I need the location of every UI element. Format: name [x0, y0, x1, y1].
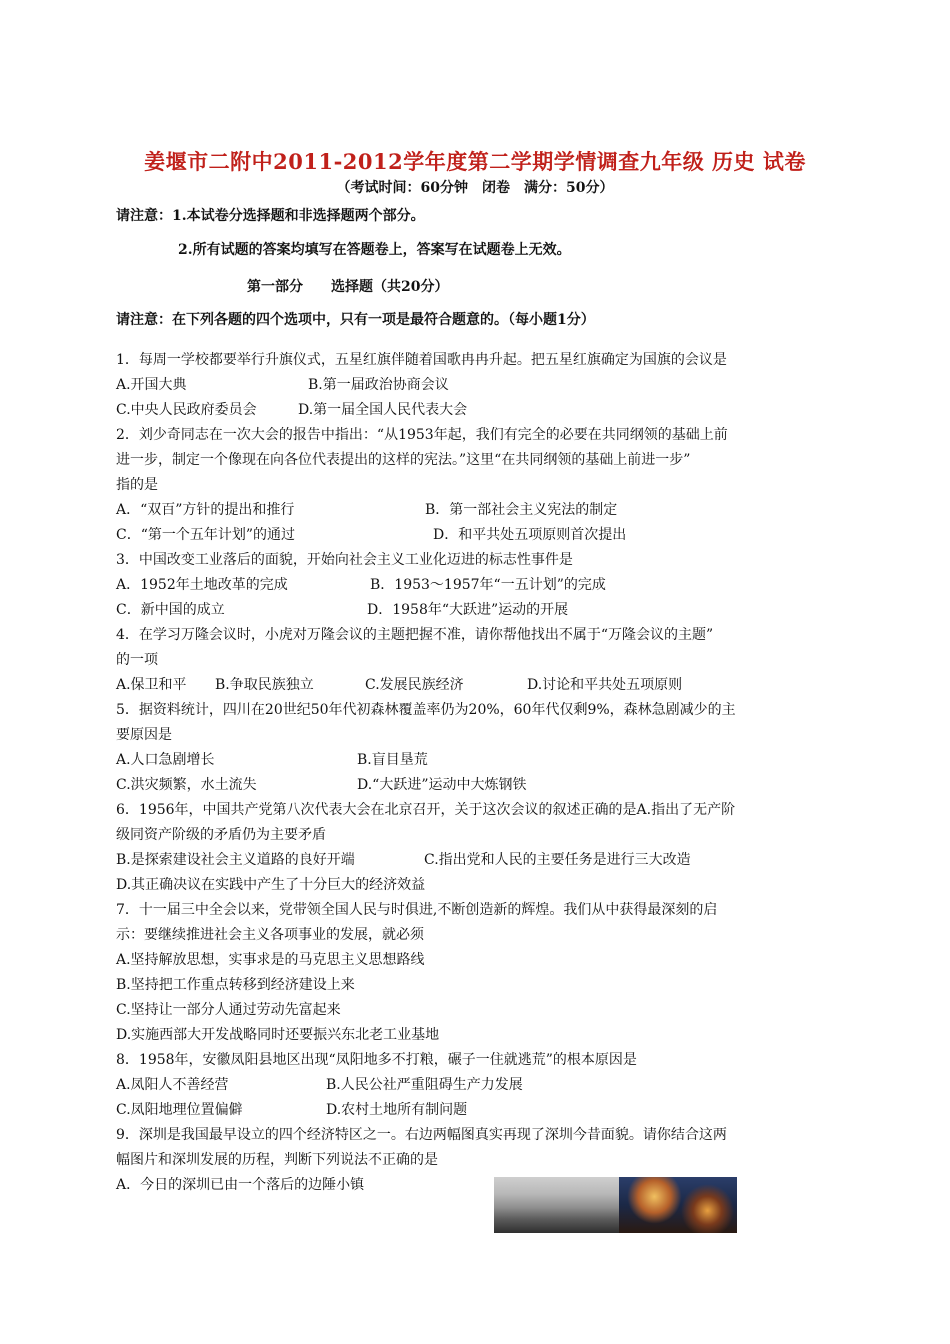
exam-title: 姜堰市二附中2011-2012学年度第二学期学情调查九年级 历史 试卷 [144, 149, 806, 174]
q7-option-b: B.坚持把工作重点转移到经济建设上来 [116, 977, 355, 993]
q7-stem-1: 7．十一届三中全会以来，党带领全国人民与时俱进,不断创造新的辉煌。我们从中获得最深刻的启 [116, 902, 718, 918]
q3-option-d: D．1958年“大跃进”运动的开展 [367, 602, 569, 618]
q2-option-b: B．第一部社会主义宪法的制定 [425, 502, 618, 518]
q3-option-c: C．新中国的成立 [116, 602, 225, 618]
q5-option-c: C.洪灾频繁，水土流失 [116, 777, 257, 793]
q9-option-a: A．今日的深圳已由一个落后的边陲小镇 [116, 1177, 365, 1193]
q5-stem-2: 要原因是 [116, 727, 172, 743]
shenzhen-new-photo [619, 1177, 737, 1233]
q7-option-c: C.坚持让一部分人通过劳动先富起来 [116, 1002, 341, 1018]
q4-option-c: C.发展民族经济 [365, 677, 464, 693]
q5-option-a: A.人口急剧增长 [116, 752, 215, 768]
q4-option-a: A.保卫和平 [116, 677, 187, 693]
q9-stem-1: 9．深圳是我国最早设立的四个经济特区之一。右边两幅图真实再现了深圳今昔面貌。请你结合这两 [116, 1127, 727, 1143]
q1-option-c: C.中央人民政府委员会 [116, 402, 257, 418]
q6-option-b: B.是探索建设社会主义道路的良好开端 [116, 852, 355, 868]
section-heading: 第一部分 选择题（共20分） [247, 279, 449, 295]
q8-option-a: A.凤阳人不善经营 [116, 1077, 229, 1093]
q2-option-c: C．“第一个五年计划”的通过 [116, 527, 296, 543]
q1-option-b: B.第一届政治协商会议 [308, 377, 449, 393]
q4-option-b: B.争取民族独立 [215, 677, 314, 693]
q7-stem-2: 示：要继续推进社会主义各项事业的发展，就必须 [116, 927, 424, 943]
exam-subtitle: （考试时间：60分钟 闭卷 满分：50分） [336, 180, 614, 196]
q7-option-d: D.实施西部大开发战略同时还要振兴东北老工业基地 [116, 1027, 440, 1043]
q6-stem-1: 6．1956年，中国共产党第八次代表大会在北京召开，关于这次会议的叙述正确的是A.指出了无产阶 [116, 802, 736, 818]
q2-stem-2: 进一步，制定一个像现在向各位代表提出的这样的宪法。”这里“在共同纲领的基础上前进一步” [116, 452, 691, 468]
q2-option-a: A．“双百”方针的提出和推行 [116, 502, 295, 518]
q2-stem-1: 2．刘少奇同志在一次大会的报告中指出：“从1953年起，我们有完全的必要在共同纲领的基础上前 [116, 427, 728, 443]
q5-option-b: B.盲目垦荒 [357, 752, 428, 768]
q8-option-d: D.农村土地所有制问题 [326, 1102, 468, 1118]
q2-stem-3: 指的是 [116, 477, 158, 493]
note-3: 请注意：在下列各题的四个选项中，只有一项是最符合题意的。（每小题1分） [116, 312, 595, 328]
shenzhen-old-photo [494, 1177, 619, 1233]
q3-option-b: B．1953～1957年“一五计划”的完成 [370, 577, 606, 593]
q2-option-d: D．和平共处五项原则首次提出 [433, 527, 627, 543]
q5-option-d: D.“大跃进”运动中大炼钢铁 [357, 777, 527, 793]
note-1: 请注意：1.本试卷分选择题和非选择题两个部分。 [116, 208, 425, 224]
q8-stem: 8．1958年，安徽凤阳县地区出现“凤阳地多不打粮，碾子一住就逃荒”的根本原因是 [116, 1052, 637, 1068]
q9-stem-2: 幅图片和深圳发展的历程，判断下列说法不正确的是 [116, 1152, 438, 1168]
q3-option-a: A．1952年土地改革的完成 [116, 577, 288, 593]
q4-stem-1: 4．在学习万隆会议时，小虎对万隆会议的主题把握不准，请你帮他找出不属于“万隆会议的主题” [116, 627, 714, 643]
q5-stem-1: 5．据资料统计，四川在20世纪50年代初森林覆盖率仍为20%，60年代仅剩9%，森林急剧减少的主 [116, 702, 736, 718]
q3-stem: 3．中国改变工业落后的面貌，开始向社会主义工业化迈进的标志性事件是 [116, 552, 573, 568]
q1-option-a: A.开国大典 [116, 377, 187, 393]
note-2: 2.所有试题的答案均填写在答题卷上，答案写在试题卷上无效。 [178, 242, 571, 258]
q7-option-a: A.坚持解放思想，实事求是的马克思主义思想路线 [116, 952, 425, 968]
q8-option-c: C.凤阳地理位置偏僻 [116, 1102, 243, 1118]
q6-stem-2: 级同资产阶级的矛盾仍为主要矛盾 [116, 827, 326, 843]
q8-option-b: B.人民公社严重阻碍生产力发展 [326, 1077, 523, 1093]
q1-stem: 1．每周一学校都要举行升旗仪式，五星红旗伴随着国歌冉冉升起。把五星红旗确定为国旗的会议是 [116, 352, 727, 368]
q1-option-d: D.第一届全国人民代表大会 [298, 402, 468, 418]
q6-option-d: D.其正确决议在实践中产生了十分巨大的经济效益 [116, 877, 426, 893]
q6-option-c: C.指出党和人民的主要任务是进行三大改造 [424, 852, 691, 868]
q4-stem-2: 的一项 [116, 652, 158, 668]
q4-option-d: D.讨论和平共处五项原则 [527, 677, 683, 693]
